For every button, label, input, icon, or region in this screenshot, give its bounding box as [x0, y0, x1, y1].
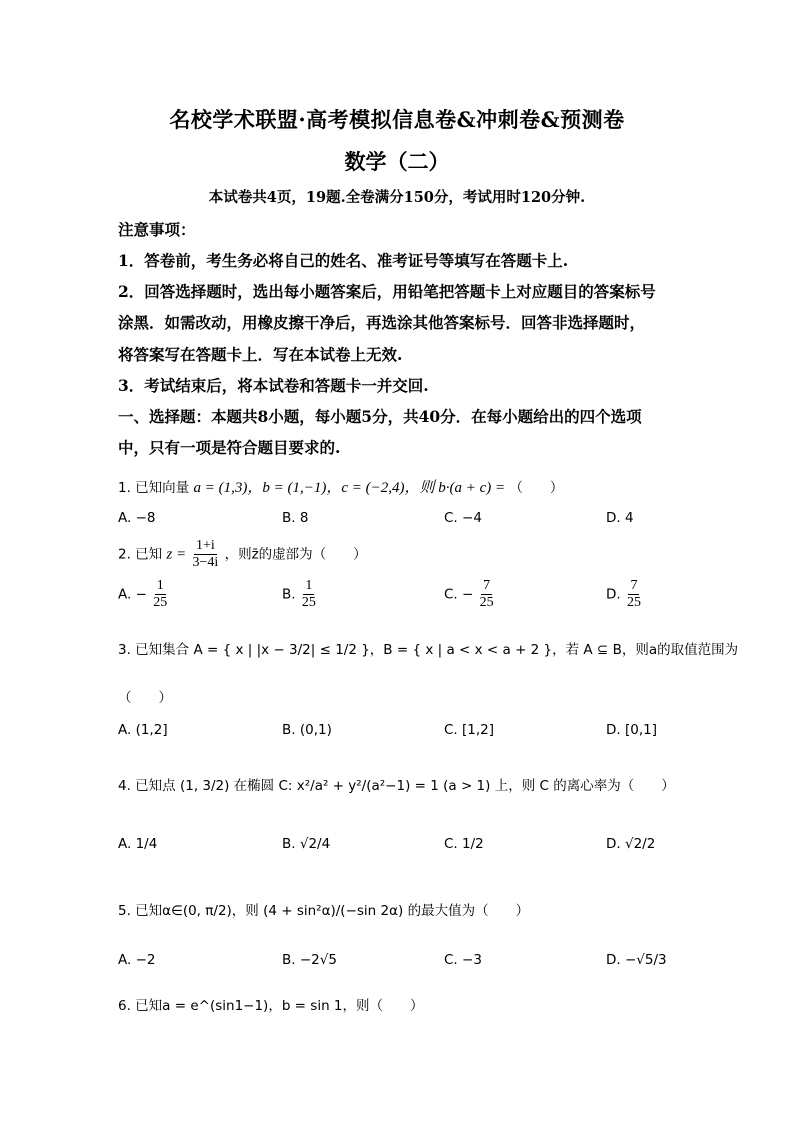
option-label: D. [606, 586, 621, 603]
question-4-option-d: D. √2/2 [606, 836, 656, 852]
question-2-option-b [282, 578, 318, 611]
option-numerator: 7 [481, 578, 492, 595]
question-3-option-c: C. [1,2] [444, 722, 495, 738]
option-fraction [151, 578, 169, 611]
option-fraction [625, 578, 643, 611]
question-3-option-b: B. (0,1) [282, 722, 332, 738]
question-1-suffix: （ ） [509, 480, 564, 496]
question-5-option-b: B. −2√5 [282, 952, 337, 968]
option-denominator: 25 [301, 595, 316, 611]
option-fraction [478, 578, 496, 611]
question-2-fraction [190, 538, 220, 571]
question-1-math: a = (1,3)，b = (1,−1)，c = (−2,4)，则 b·(a + c) = [193, 480, 506, 496]
question-1-option-d: D. 4 [606, 510, 634, 526]
question-2-option-d [606, 578, 643, 611]
question-4: 4. 已知点 (1, 3/2) 在椭圆 C: x²/a² + y²/(a²−1) = 1 (a > 1) 上，则 C 的离心率为（ ） [118, 778, 675, 794]
option-numerator: 7 [628, 578, 639, 595]
notes-heading: 注意事项： [118, 220, 196, 239]
note-2-line-3: 将答案写在答题卡上．写在本试卷上无效. [118, 345, 403, 364]
question-3-option-d: D. [0,1] [606, 722, 657, 738]
note-2-line-1: 2．回答选择题时，选出每小题答案后，用铅笔把答题卡上对应题目的答案标号 [118, 282, 656, 301]
option-denominator: 25 [626, 595, 641, 611]
question-5: 5. 已知α∈(0, π/2)，则 (4 + sin²α)/(−sin 2α) 的最大值为（ ） [118, 903, 530, 919]
section-heading-line-2: 中，只有一项是符合题目要求的. [118, 438, 341, 457]
question-1-option-c: C. −4 [444, 510, 482, 526]
question-1-option-a: A. −8 [118, 510, 156, 526]
section-heading-line-1: 一、选择题：本题共8小题，每小题5分，共40分．在每小题给出的四个选项 [118, 407, 642, 426]
question-2-math: z = [166, 546, 187, 563]
question-6: 6. 已知a = e^(sin1−1)，b = sin 1，则（ ） [118, 998, 424, 1014]
question-2 [118, 538, 367, 571]
question-2-fraction-denominator: 3−4i [192, 555, 219, 571]
exam-title: 名校学术联盟·高考模拟信息卷&冲刺卷&预测卷 [169, 107, 625, 132]
question-1-option-b: B. 8 [282, 510, 309, 526]
question-2-option-a [118, 578, 169, 611]
option-fraction [300, 578, 318, 611]
question-2-fraction-numerator: 1+i [194, 538, 217, 555]
question-3: 3. 已知集合 A = { x | |x − 3/2| ≤ 1/2 }，B = { x | a < x < a + 2 }，若 A ⊆ B，则a的取值范围为 [118, 642, 739, 658]
question-2-suffix: ，则z̄的虚部为（ ） [224, 546, 367, 563]
question-2-prefix: 2. 已知 [118, 546, 163, 563]
question-3-bracket: （ ） [118, 690, 172, 706]
question-1-prefix: 1. 已知向量 [118, 480, 190, 496]
exam-subtitle: 数学（二） [344, 149, 450, 174]
question-1 [118, 476, 563, 497]
question-3-option-a: A. (1,2] [118, 722, 168, 738]
note-1: 1．答卷前，考生务必将自己的姓名、准考证号等填写在答题卡上. [118, 251, 569, 270]
question-5-option-c: C. −3 [444, 952, 482, 968]
option-numerator: 1 [303, 578, 314, 595]
question-4-option-c: C. 1/2 [444, 836, 484, 852]
note-3: 3．考试结束后，将本试卷和答题卡一并交回. [118, 376, 429, 395]
option-label: A. [118, 586, 132, 603]
question-2-option-c [444, 578, 496, 611]
option-numerator: 1 [155, 578, 166, 595]
option-label: C. [444, 586, 458, 603]
question-4-option-a: A. 1/4 [118, 836, 158, 852]
option-denominator: 25 [479, 595, 494, 611]
option-denominator: 25 [153, 595, 168, 611]
question-5-option-a: A. −2 [118, 952, 156, 968]
exam-info: 本试卷共4页，19题.全卷满分150分，考试用时120分钟. [208, 189, 586, 206]
note-2-line-2: 涂黑．如需改动，用橡皮擦干净后，再选涂其他答案标号．回答非选择题时， [118, 313, 646, 332]
question-5-option-d: D. −√5/3 [606, 952, 667, 968]
option-sign: − [462, 586, 474, 603]
question-4-option-b: B. √2/4 [282, 836, 331, 852]
option-label: B. [282, 586, 296, 603]
option-sign: − [135, 586, 147, 603]
